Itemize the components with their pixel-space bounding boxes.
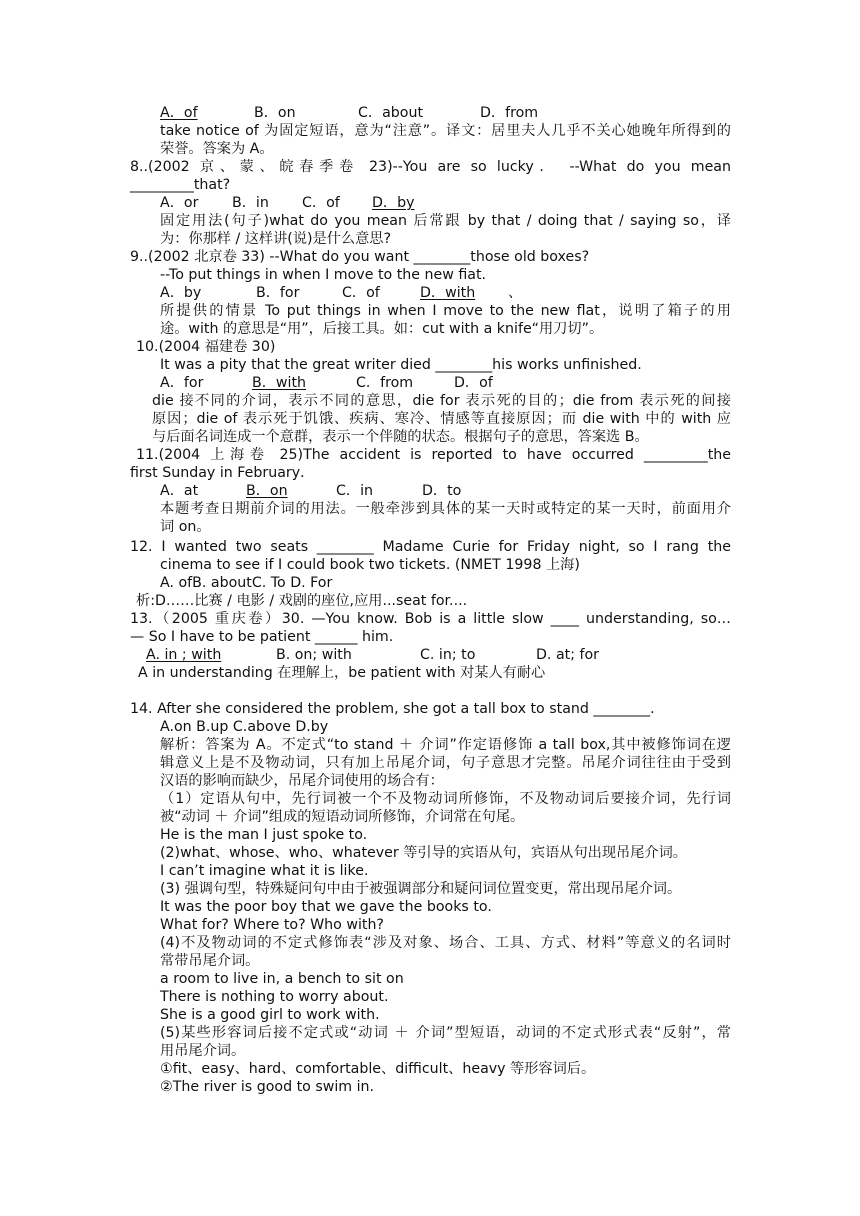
q14-point4-example3: She is a good girl to work with. — [160, 1007, 380, 1023]
q14-point3: (3) 强调句型，特殊疑问句中由于被强调部分和疑问词位置变更，常出现吊尾介词。 — [160, 881, 682, 897]
q9-punct: 、 — [508, 285, 523, 301]
q7-option-d: D．from — [480, 105, 539, 121]
q8-explanation-line2: 为：你那样 / 这样讲(说)是什么意思? — [160, 231, 392, 247]
q9-option-a: A．by — [160, 285, 202, 301]
q12-options: A. ofB. aboutC. To D. For — [160, 575, 333, 591]
q10-explanation-line1: die 接不同的介词，表示不同的意思，die for 表示死的目的；die from 表示死的间接 — [152, 393, 731, 409]
q14-point4-line2: 常带吊尾介词。 — [160, 953, 260, 969]
q11-option-a: A．at — [160, 483, 199, 499]
q12-stem-line1: 12. I wanted two seats ________ Madame Curie for Friday night, so I rang the — [130, 539, 731, 555]
q13-option-a: A. in ; with — [146, 647, 222, 663]
q8-stem-line1: 8..(2002 京、蒙、皖春季卷 23)--You are so lucky． --What do you mean — [130, 159, 731, 175]
q10-option-c: C．from — [356, 375, 414, 391]
q9-explanation-line2: 途。with 的意思是“用”，后接工具。如：cut with a knife“用刀切”。 — [160, 321, 604, 337]
q11-stem-line2: first Sunday in February． — [130, 465, 315, 481]
q14-analysis-line1: 解析：答案为 A。不定式“to stand ＋ 介词”作定语修饰 a tall box,其中被修饰词在逻 — [160, 737, 731, 753]
q10-option-a: A．for — [160, 375, 204, 391]
q7-explanation-line1: take notice of 为固定短语，意为“注意”。译文：居里夫人几乎不关心她晚年所得到的 — [160, 123, 731, 139]
q10-stem: It was a pity that the great writer died ________his works unfinished. — [160, 357, 642, 373]
q7-option-b: B．on — [254, 105, 296, 121]
q13-stem-line1: 13.（2005 重庆卷）30. —You know. Bob is a little slow ____ understanding, so… — [130, 611, 731, 627]
q14-point3-example2: What for? Where to? Who with? — [160, 917, 384, 933]
q10-option-d: D．of — [454, 375, 493, 391]
q14-point2-example: I can’t imagine what it is like. — [160, 863, 369, 879]
q9-stem-line1: 9..(2002 北京卷 33) --What do you want ________those old boxes? — [130, 249, 590, 265]
q10-option-b: B．with — [252, 375, 307, 391]
q13-option-b: B. on; with — [276, 647, 352, 663]
q10-explanation-line2: 原因；die of 表示死于饥饿、疾病、寒冷、情感等直接原因；而 die with 中的 with 应 — [152, 411, 731, 427]
q9-stem-line2: --To put things in when I move to the new fiat. — [160, 267, 487, 283]
q8-option-b: B．in — [232, 195, 269, 211]
q14-point1-line1: （1）定语从句中，先行词被一个不及物动词所修饰，不及物动词后要接介词，先行词 — [160, 791, 731, 807]
q10-source: 10.(2004 福建卷 30) — [136, 339, 276, 355]
q11-explanation-line2: 词 on。 — [160, 519, 211, 535]
q12-stem-line2: cinema to see if I could book two tickets. (NMET 1998 上海) — [160, 557, 580, 573]
q14-point2: (2)what、whose、who、whatever 等引导的宾语从句，宾语从句出现吊尾介词。 — [160, 845, 687, 861]
q11-option-b: B．on — [246, 483, 288, 499]
q9-option-c: C．of — [342, 285, 380, 301]
q11-option-c: C．in — [336, 483, 374, 499]
q7-explanation-line2: 荣誉。答案为 A。 — [160, 141, 274, 157]
q11-option-d: D．to — [422, 483, 462, 499]
q14-point3-example1: It was the poor boy that we gave the books to. — [160, 899, 492, 915]
q7-option-a: A．of — [160, 105, 198, 121]
q9-option-d: D．with — [420, 285, 476, 301]
q11-explanation-line1: 本题考查日期前介词的用法。一般牵涉到具体的某一天时或特定的某一天时，前面用介 — [160, 501, 731, 517]
q14-point5-line1: (5)某些形容词后接不定式或“动词 ＋ 介词”型短语，动词的不定式形式表“反射”，常 — [160, 1025, 731, 1041]
q8-option-a: A．or — [160, 195, 199, 211]
q14-point1-example: He is the man I just spoke to. — [160, 827, 368, 843]
q10-explanation-line3: 与后面名词连成一个意群，表示一个伴随的状态。根据句子的意思，答案选 B。 — [152, 429, 649, 445]
q14-point5-example2: ②The river is good to swim in. — [160, 1079, 375, 1095]
q13-option-d: D. at; for — [536, 647, 599, 663]
q11-stem-line1: 11.(2004 上海卷 25)The accident is reported to have occurred _________the — [136, 447, 731, 463]
q14-point5-example1: ①fit、easy、hard、comfortable、difficult、heavy 等形容词后。 — [160, 1061, 596, 1077]
q9-explanation-line1: 所提供的情景 To put things in when I move to the new flat，说明了箱子的用 — [160, 303, 731, 319]
q8-explanation-line1: 固定用法(句子)what do you mean 后常跟 by that / doing that / saying so，译 — [160, 213, 731, 229]
q14-point5-line2: 用吊尾介词。 — [160, 1043, 246, 1059]
q14-point4-example2: There is nothing to worry about. — [160, 989, 389, 1005]
q13-stem-line2: — So I have to be patient ______ him. — [130, 629, 394, 645]
q14-stem: 14. After she considered the problem, she got a tall box to stand ________. — [130, 701, 655, 717]
q12-explanation: 析:D……比赛 / 电影 / 戏剧的座位,应用...seat for.... — [136, 593, 468, 609]
q14-point1-line2: 被“动词 ＋ 介词”组成的短语动词所修饰，介词常在句尾。 — [160, 809, 525, 825]
q8-option-d: D．by — [372, 195, 415, 211]
q8-option-c: C．of — [302, 195, 340, 211]
q14-options: A.on B.up C.above D.by — [160, 719, 329, 735]
q13-explanation: A in understanding 在理解上，be patient with 对某人有耐心 — [138, 665, 546, 681]
q14-point4-example1: a room to live in, a bench to sit on — [160, 971, 404, 987]
q9-option-b: B．for — [256, 285, 300, 301]
q7-option-c: C．about — [358, 105, 424, 121]
q14-point4-line1: (4)不及物动词的不定式修饰表“涉及对象、场合、工具、方式、材料”等意义的名词时 — [160, 935, 731, 951]
q8-stem-line2: _________that? — [130, 177, 231, 193]
q14-analysis-line3: 汉语的影响而缺少，吊尾介词使用的场合有： — [160, 773, 444, 789]
q13-option-c: C. in; to — [420, 647, 476, 663]
q14-analysis-line2: 辑意义上是不及物动词，只有加上吊尾介词，句子意思才完整。吊尾介词往往由于受到 — [160, 755, 731, 771]
